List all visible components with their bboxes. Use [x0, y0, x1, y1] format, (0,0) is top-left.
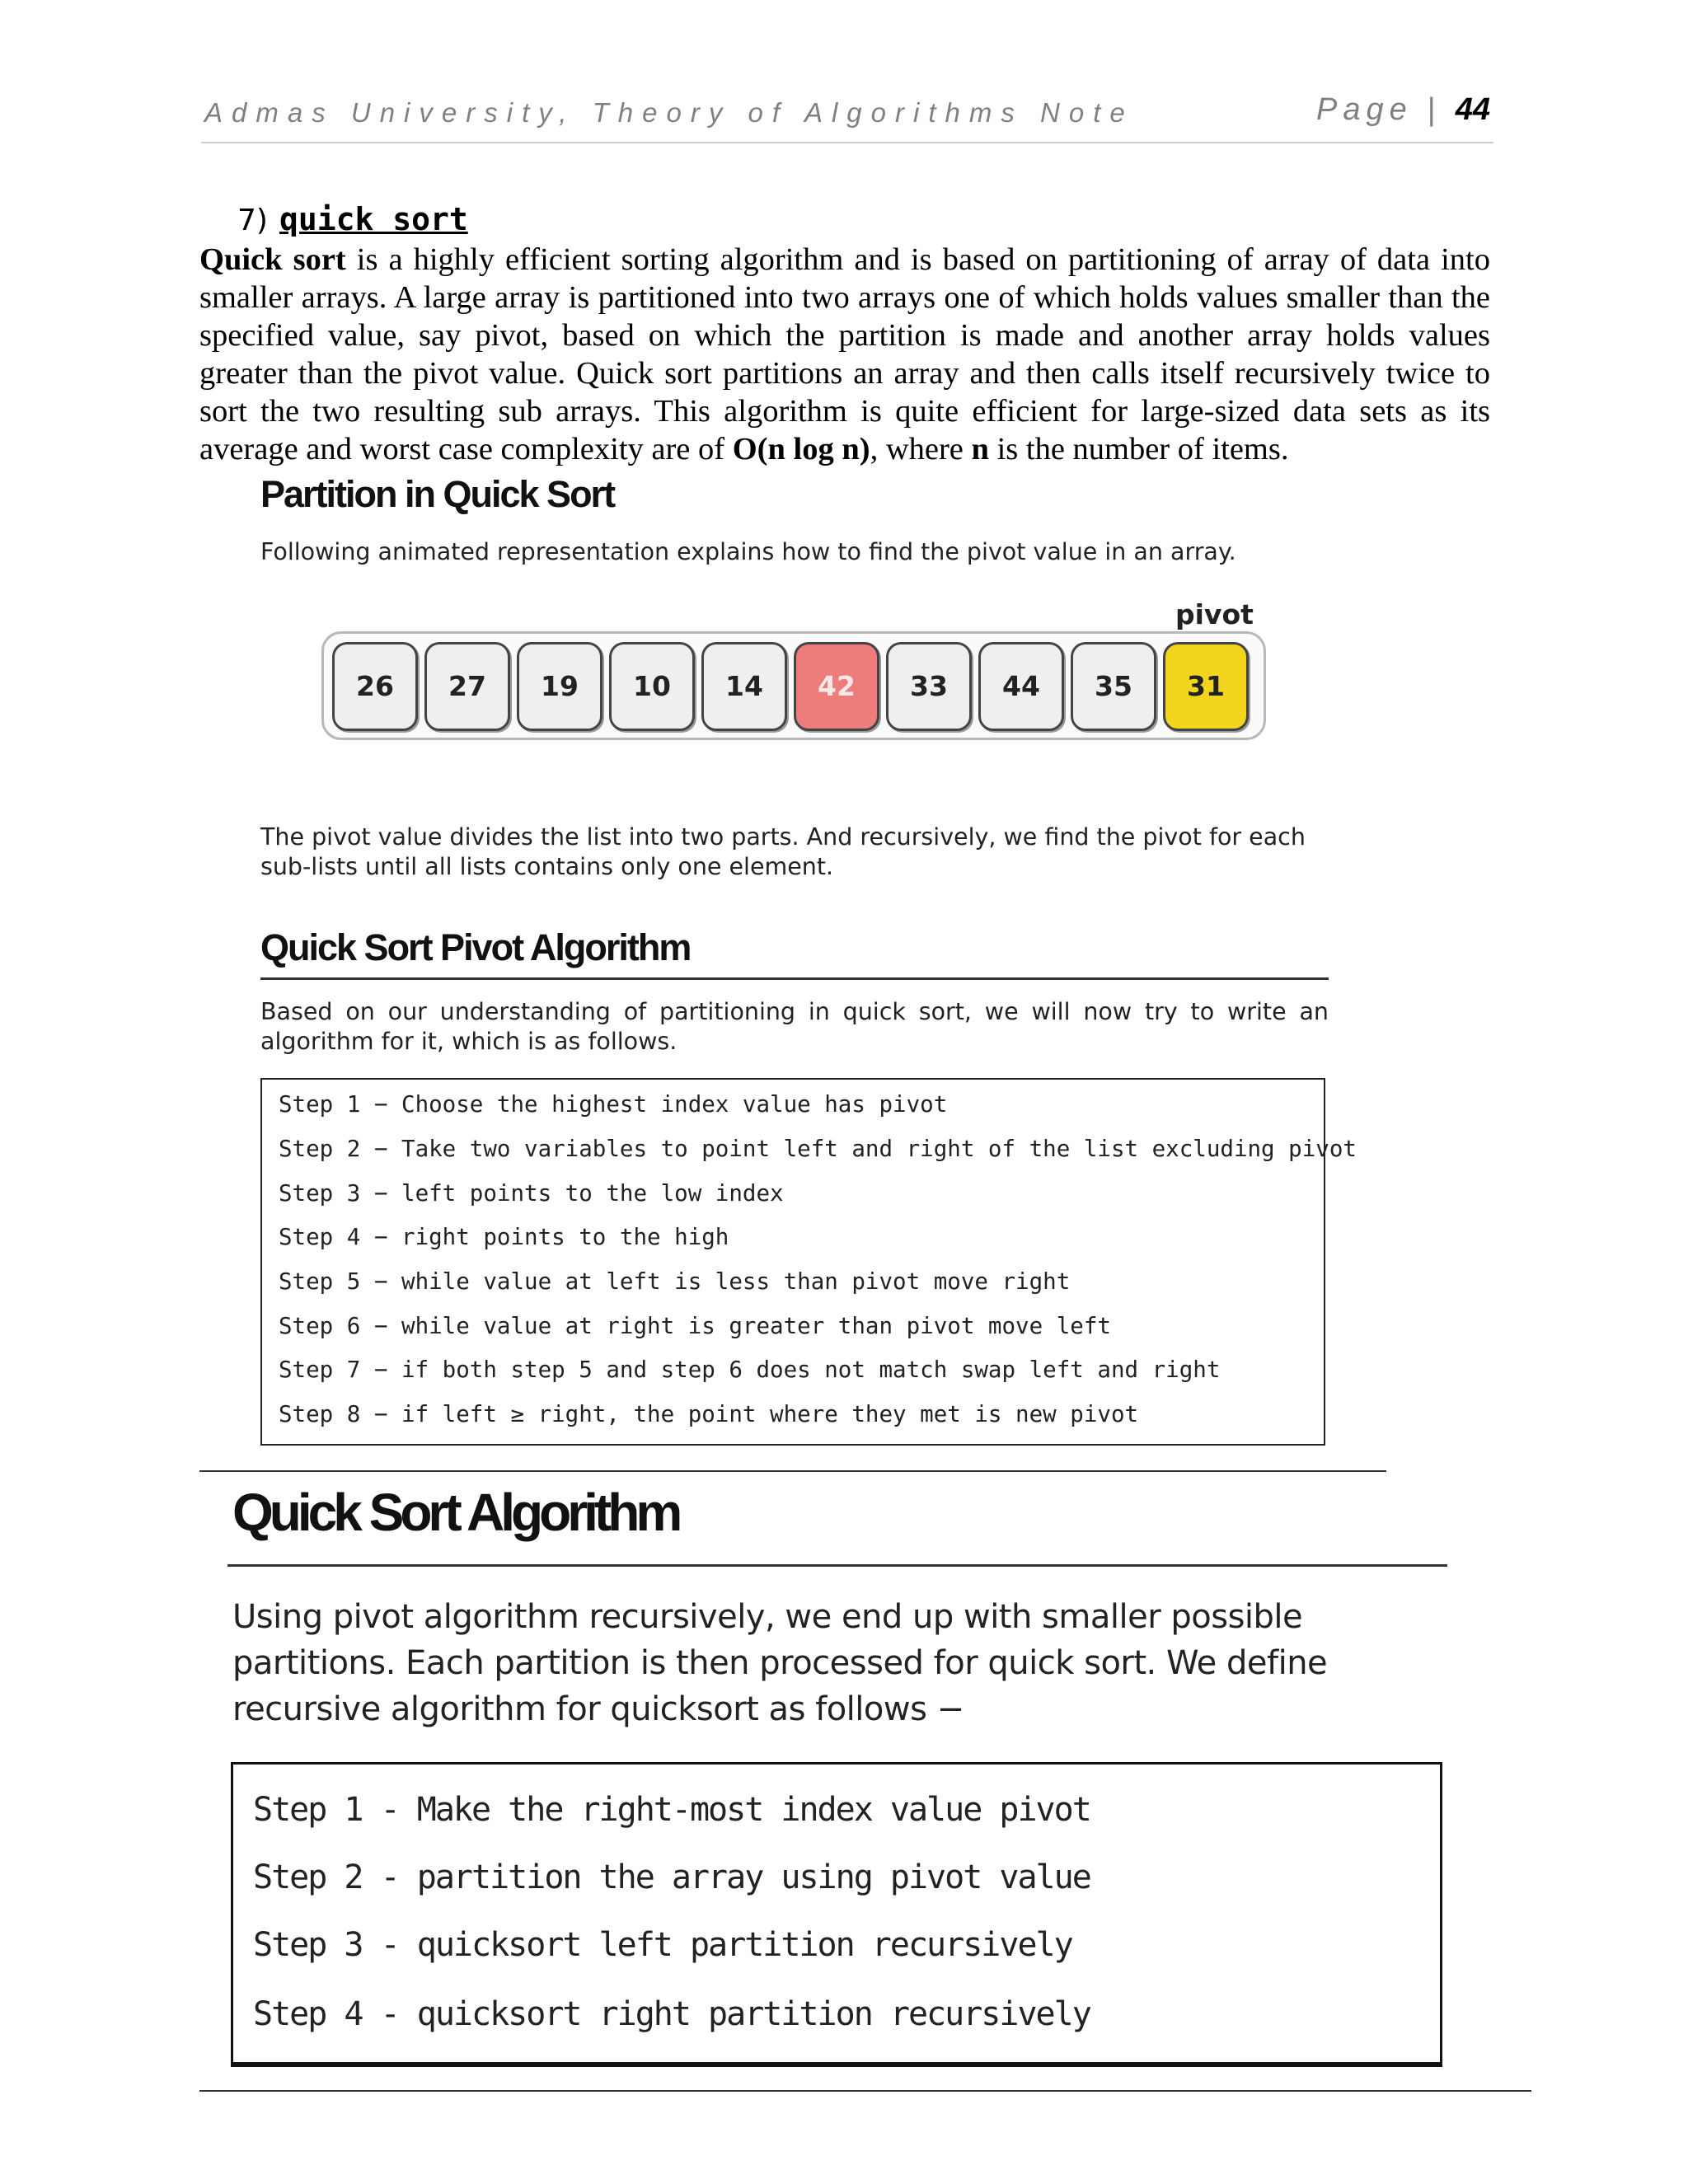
- array-cell: 27: [424, 642, 510, 731]
- code-line: Step 4 - quicksort right partition recursively: [253, 1995, 1090, 2033]
- section-title: quick sort: [279, 201, 468, 237]
- section-number: 7): [237, 204, 268, 237]
- array-cell: 10: [609, 642, 695, 731]
- intro-term: Quick sort: [199, 242, 346, 277]
- code-line: Step 2 - partition the array using pivot value: [253, 1858, 1090, 1896]
- code-line: Step 2 − Take two variables to point left and right of the list excluding pivot: [279, 1136, 1357, 1162]
- heading-divider: [260, 977, 1329, 980]
- array-cell: 44: [978, 642, 1064, 731]
- array-cell: 42: [794, 642, 879, 731]
- intro-paragraph: [199, 241, 1490, 468]
- intro-text-a: is a highly efficient sorting algorithm and is based on partitioning of array of data into smaller arrays. A large array is partitioned into two arrays one of which holds values smaller than the specified value, say pivot, based on which the partition is made and another array holds values greater than the pivot value. Quick sort partitions an array and then calls itself recursively twice to sort the two resulting sub arrays. This algorithm is quite efficient for large-sized data sets as its average and worst case complexity are of: [199, 242, 1490, 466]
- intro-text-c: is the number of items.: [988, 432, 1289, 466]
- pivot-algorithm-code: [260, 1078, 1357, 1446]
- intro-complexity: O(n log n): [732, 432, 870, 466]
- page-header: [201, 92, 1493, 143]
- code-line: Step 3 − left points to the low index: [279, 1180, 784, 1207]
- section-divider: [199, 1470, 1386, 1472]
- code-line: Step 4 − right points to the high: [279, 1224, 729, 1250]
- code-line: Step 1 - Make the right-most index value pivot: [253, 1791, 1090, 1829]
- quick-sort-algorithm-heading: Quick Sort Algorithm: [232, 1483, 679, 1542]
- pivot-label: pivot: [1175, 598, 1254, 630]
- section-heading: [237, 201, 468, 237]
- array-cell: 19: [517, 642, 603, 731]
- code-line: Step 3 - quicksort left partition recursively: [253, 1926, 1072, 1964]
- intro-text-b: , where: [870, 432, 972, 466]
- intro-n: n: [971, 432, 989, 466]
- pivot-algorithm-heading: Quick Sort Pivot Algorithm: [260, 926, 691, 968]
- header-title: Admas University, Theory of Algorithms Note: [204, 97, 1134, 128]
- partition-description: Following animated representation explains how to find the pivot value in an array.: [260, 538, 1236, 565]
- array-cell: 26: [332, 642, 418, 731]
- code-line: Step 8 − if left ≥ right, the point where they met is new pivot: [279, 1401, 1139, 1427]
- footer-divider: [199, 2090, 1531, 2092]
- partition-heading: Partition in Quick Sort: [260, 473, 615, 515]
- page-number: 44: [1455, 92, 1490, 127]
- code-line: Step 5 − while value at left is less than pivot move right: [279, 1268, 1071, 1295]
- page-label: Page |: [1315, 92, 1442, 127]
- array-cell: 35: [1071, 642, 1156, 731]
- array-container: [321, 631, 1266, 740]
- quick-sort-algorithm-description: Using pivot algorithm recursively, we end up with smaller possible partitions. Each partition is then processed for quick sort. We define recursive algorithm for quicksort as follows −: [232, 1598, 1328, 1728]
- pivot-algorithm-description: Based on our understanding of partitioning in quick sort, we will now try to write an algorithm for it, which is as follows.: [260, 998, 1329, 1055]
- header-page: [1316, 92, 1490, 128]
- array-cell: 31: [1163, 642, 1249, 731]
- array-cell: 14: [701, 642, 787, 731]
- code-line: Step 7 − if both step 5 and step 6 does not match swap left and right: [279, 1357, 1221, 1383]
- code-line: Step 1 − Choose the highest index value has pivot: [279, 1091, 948, 1118]
- heading-divider: [227, 1564, 1447, 1567]
- partition-figure: [247, 470, 1357, 1459]
- array-cell: 33: [886, 642, 972, 731]
- code-line: Step 6 − while value at right is greater than pivot move left: [279, 1313, 1111, 1339]
- quick-sort-algorithm-code: [231, 1762, 1442, 2067]
- partition-summary: The pivot value divides the list into two parts. And recursively, we find the pivot for each sub-lists until all lists contains only one element.: [260, 823, 1306, 880]
